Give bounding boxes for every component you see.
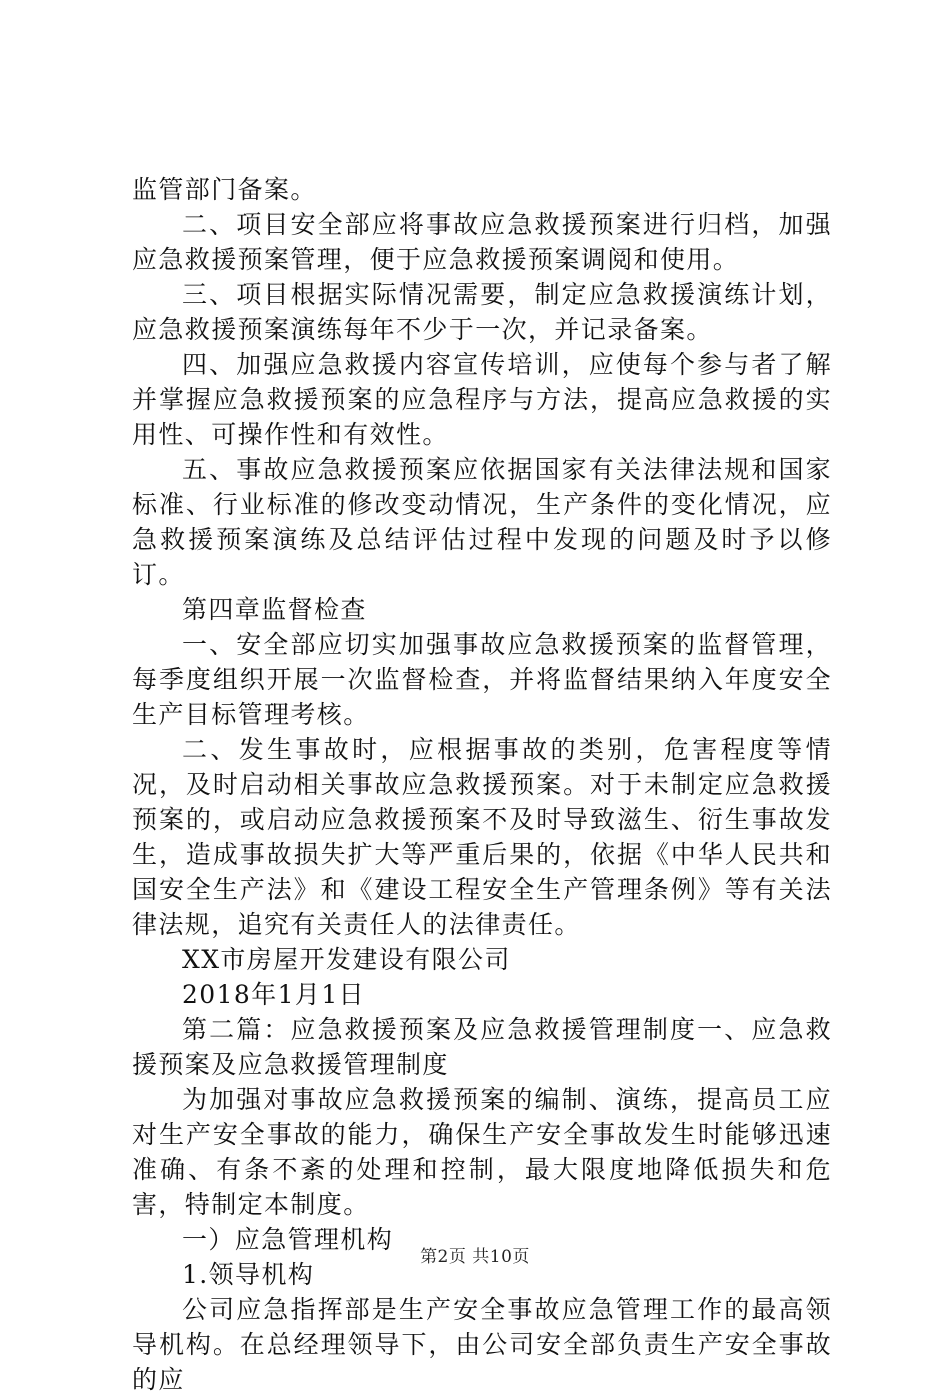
paragraph: 五、事故应急救援预案应依据国家有关法律法规和国家标准、行业标准的修改变动情况，生产条件的变化情况，应急救援预案演练及总结评估过程中发现的问题及时予以修订。 — [132, 455, 832, 589]
paragraph: 二、项目安全部应将事故应急救援预案进行归档，加强应急救援预案管理，便于应急救援预案调阅和使用。 — [132, 210, 832, 274]
paragraph: 二、发生事故时，应根据事故的类别，危害程度等情况，及时启动相关事故应急救援预案。对于未制定应急救援预案的，或启动应急救援预案不及时导致滋生、衍生事故发生，造成事故损失扩大等严重后果的，依据《中华人民共和国安全生产法》和《建设工程安全生产管理条例》等有关法律法规，追究有关责任人的法律责任。 — [132, 735, 832, 939]
document-body — [132, 172, 832, 1397]
paragraph: 监管部门备案。 — [132, 175, 317, 204]
page-number-footer: 第2页 共10页 — [420, 1247, 530, 1267]
company-signature: XX市房屋开发建设有限公司 — [182, 945, 511, 974]
subsection-heading: 1.领导机构 — [182, 1260, 315, 1289]
signature-date: 2018年1月1日 — [182, 980, 366, 1009]
paragraph: 三、项目根据实际情况需要，制定应急救援演练计划，应急救援预案演练每年不少于一次，并记录备案。 — [132, 280, 832, 344]
paragraph: 四、加强应急救援内容宣传培训，应使每个参与者了解并掌握应急救援预案的应急程序与方法，提高应急救援的实用性、可操作性和有效性。 — [132, 350, 832, 449]
paragraph: 一、安全部应切实加强事故应急救援预案的监督管理，每季度组织开展一次监督检查，并将监督结果纳入年度安全生产目标管理考核。 — [132, 630, 832, 729]
subsection-heading: 一）应急管理机构 — [182, 1225, 394, 1254]
section-title: 第二篇：应急救援预案及应急救援管理制度一、应急救援预案及应急救援管理制度 — [132, 1015, 832, 1079]
paragraph: 公司应急指挥部是生产安全事故应急管理工作的最高领导机构。在总经理领导下，由公司安全部负责生产安全事故的应 — [132, 1295, 832, 1394]
chapter-heading: 第四章监督检查 — [182, 595, 367, 624]
paragraph: 为加强对事故应急救援预案的编制、演练，提高员工应对生产安全事故的能力，确保生产安全事故发生时能够迅速准确、有条不紊的处理和控制，最大限度地降低损失和危害，特制定本制度。 — [132, 1085, 832, 1219]
